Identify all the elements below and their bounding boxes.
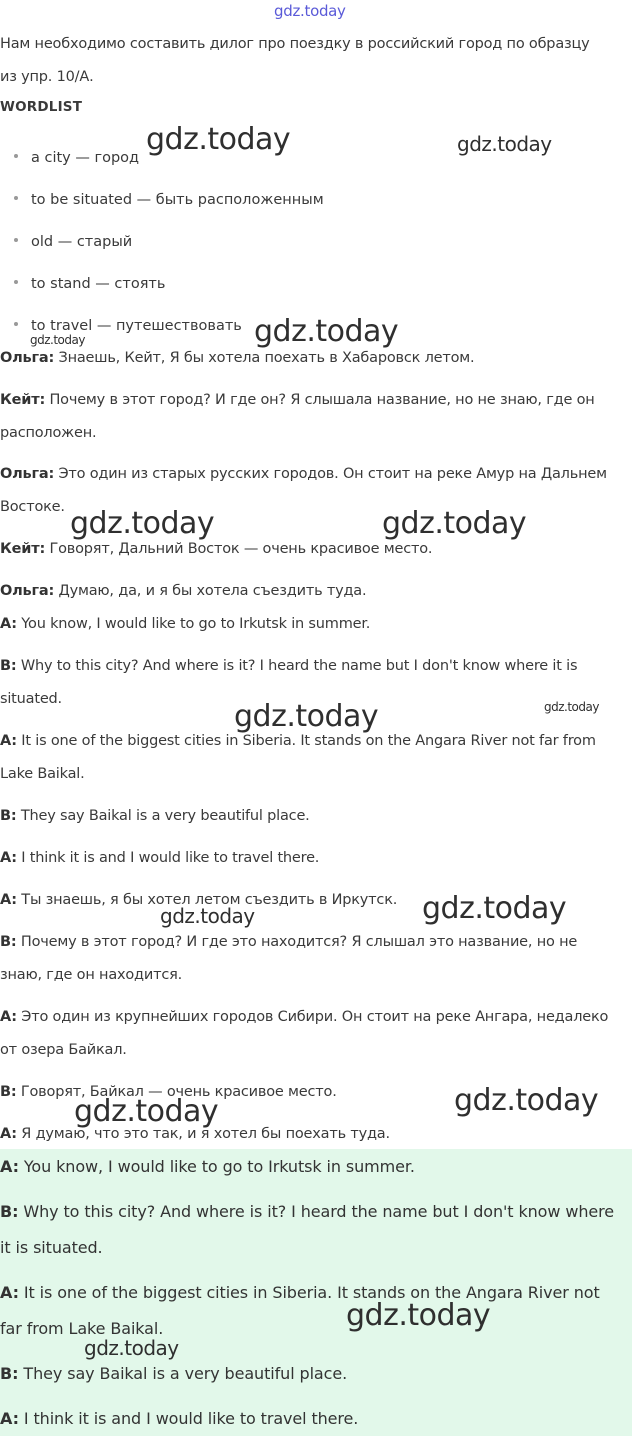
bullet-icon [14, 154, 18, 158]
watermark: gdz.today [146, 122, 291, 157]
site-logo[interactable]: gdz.today [274, 2, 346, 20]
dialog-line [0, 348, 474, 368]
speaker: Ольга: [0, 350, 55, 366]
watermark: gdz.today [382, 506, 527, 541]
watermark: gdz.today [30, 333, 85, 347]
speaker: B: [0, 808, 17, 824]
speaker: A: [0, 1157, 19, 1176]
answer-line-cont: far from Lake Baikal. [0, 1319, 164, 1338]
speaker: A: [0, 850, 17, 866]
speaker: B: [0, 1084, 17, 1100]
dialog-line [0, 390, 595, 410]
utterance: You know, I would like to go to Irkutsk in summer. [18, 1157, 415, 1176]
utterance: I think it is and I would like to travel there. [16, 850, 320, 866]
dialog-line [0, 1007, 608, 1027]
wordlist-item-text: old — старый [31, 234, 133, 250]
dialog-line-cont: знаю, где он находится. [0, 967, 183, 983]
speaker: Ольга: [0, 466, 55, 482]
wordlist-item-text: a city — город [31, 150, 140, 166]
wordlist-item-text: to be situated — быть расположенным [31, 192, 324, 208]
utterance: It is one of the biggest cities in Siberia. It stands on the Angara River not far from [16, 733, 596, 749]
bullet-icon [14, 238, 18, 242]
dialog-line-cont: от озера Байкал. [0, 1042, 127, 1058]
dialog-line [0, 464, 607, 484]
answer-line [0, 1156, 415, 1178]
speaker: A: [0, 1126, 17, 1142]
utterance: Я думаю, что это так, и я хотел бы поехать туда. [16, 1126, 390, 1142]
speaker: A: [0, 1409, 19, 1428]
utterance: Говорят, Байкал — очень красивое место. [16, 1084, 337, 1100]
dialog-line [0, 539, 432, 559]
utterance: Думаю, да, и я бы хотела съездить туда. [54, 583, 367, 599]
dialog-line-cont: расположен. [0, 425, 97, 441]
watermark: gdz.today [84, 1336, 179, 1360]
watermark: gdz.today [422, 891, 567, 926]
utterance: Говорят, Дальний Восток — очень красивое место. [45, 541, 433, 557]
utterance: You know, I would like to go to Irkutsk in summer. [16, 616, 371, 632]
wordlist-item [14, 232, 132, 252]
bullet-icon [14, 280, 18, 284]
watermark: gdz.today [457, 132, 552, 156]
utterance: Почему в этот город? И где это находится? Я слышал это название, но не [16, 934, 578, 950]
watermark: gdz.today [454, 1083, 599, 1118]
wordlist-item-text: to travel — путешествовать [31, 318, 242, 334]
speaker: Кейт: [0, 392, 46, 408]
speaker: B: [0, 658, 17, 674]
answer-line [0, 1282, 600, 1304]
speaker: A: [0, 1009, 17, 1025]
utterance: Why to this city? And where is it? I heard the name but I don't know where it is [16, 658, 578, 674]
dialog-line [0, 848, 319, 868]
answer-line [0, 1201, 614, 1223]
wordlist-item [14, 148, 139, 168]
watermark: gdz.today [234, 699, 379, 734]
utterance: Почему в этот город? И где он? Я слышала название, но не знаю, где он [45, 392, 595, 408]
watermark: gdz.today [254, 314, 399, 349]
dialog-line [0, 932, 577, 952]
utterance: They say Baikal is a very beautiful place. [18, 1364, 348, 1383]
watermark: gdz.today [346, 1298, 491, 1333]
speaker: A: [0, 892, 17, 908]
speaker: Кейт: [0, 541, 46, 557]
speaker: A: [0, 1283, 19, 1302]
bullet-icon [14, 196, 18, 200]
utterance: Это один из крупнейших городов Сибири. Он стоит на реке Ангара, недалеко [16, 1009, 609, 1025]
answer-line [0, 1408, 358, 1430]
utterance: I think it is and I would like to travel there. [18, 1409, 359, 1428]
intro-line-1: Нам необходимо составить дилог про поездку в российский город по образцу [0, 36, 590, 52]
dialog-line [0, 614, 370, 634]
dialog-line [0, 656, 577, 676]
speaker: A: [0, 616, 17, 632]
wordlist-item [14, 316, 242, 336]
utterance: Это один из старых русских городов. Он стоит на реке Амур на Дальнем [54, 466, 607, 482]
utterance: Знаешь, Кейт, Я бы хотела поехать в Хабаровск летом. [54, 350, 475, 366]
dialog-line [0, 1124, 390, 1144]
dialog-line-cont: Lake Baikal. [0, 766, 85, 782]
dialog-line [0, 890, 397, 910]
wordlist-heading: WORDLIST [0, 99, 83, 115]
answer-line [0, 1363, 347, 1385]
speaker: B: [0, 1364, 19, 1383]
utterance: They say Baikal is a very beautiful place. [16, 808, 310, 824]
speaker: B: [0, 1202, 19, 1221]
watermark: gdz.today [70, 506, 215, 541]
watermark: gdz.today [160, 904, 255, 928]
speaker: A: [0, 733, 17, 749]
dialog-line [0, 731, 596, 751]
dialog-line [0, 581, 366, 601]
dialog-line [0, 1082, 337, 1102]
dialog-line-cont: situated. [0, 691, 62, 707]
wordlist-item [14, 274, 165, 294]
watermark: gdz.today [544, 700, 599, 714]
utterance: Ты знаешь, я бы хотел летом съездить в Иркутск. [16, 892, 398, 908]
intro-line-2: из упр. 10/А. [0, 69, 94, 85]
wordlist-item [14, 190, 324, 210]
utterance: It is one of the biggest cities in Siberia. It stands on the Angara River not [18, 1283, 600, 1302]
speaker: B: [0, 934, 17, 950]
bullet-icon [14, 322, 18, 326]
watermark: gdz.today [74, 1094, 219, 1129]
dialog-line-cont: Востоке. [0, 499, 65, 515]
speaker: Ольга: [0, 583, 55, 599]
dialog-line [0, 806, 310, 826]
wordlist-item-text: to stand — стоять [31, 276, 166, 292]
answer-line-cont: it is situated. [0, 1238, 103, 1257]
utterance: Why to this city? And where is it? I heard the name but I don't know where [18, 1202, 614, 1221]
